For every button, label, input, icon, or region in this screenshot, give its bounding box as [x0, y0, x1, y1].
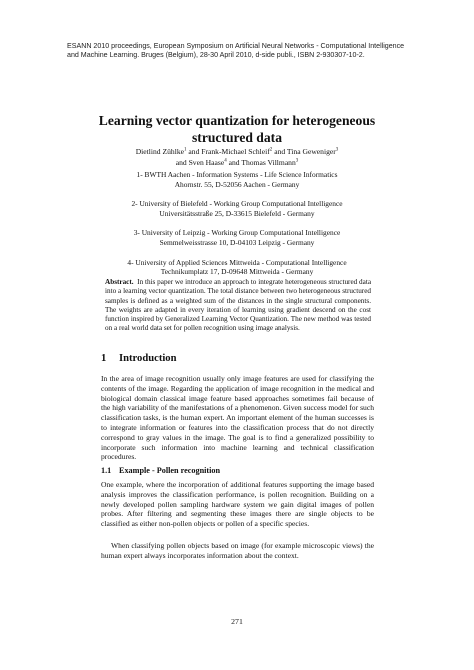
- author-name: and Frank-Michael Schleif: [186, 147, 270, 156]
- section-title: Introduction: [119, 353, 177, 364]
- author-line1: [60, 146, 414, 157]
- affiliation-marker: 3: [295, 158, 299, 164]
- paper-title-line2: structured data: [192, 130, 282, 145]
- affiliation-line: Technikumplatz 17, D-09648 Mittweida - Germany: [160, 267, 314, 277]
- subsection-title: Example - Pollen recognition: [119, 466, 221, 475]
- affiliation-list: [60, 170, 414, 287]
- affiliation-line: Ahornstr. 55, D-52056 Aachen - Germany: [174, 179, 300, 189]
- paper-title: [40, 112, 434, 146]
- proceedings-header-line1: ESANN 2010 proceedings, European Symposium on Artificial Neural Networks - Computational Intelligence: [67, 42, 405, 50]
- affiliation-line: 2- University of Bielefeld - Working Group Computational Intelligence: [131, 199, 343, 209]
- affiliation-marker: 1: [184, 147, 187, 153]
- affiliation-marker: 3: [335, 147, 339, 153]
- author-name: and Thomas Villmann: [226, 158, 296, 167]
- abstract-text: In this paper we introduce an approach to integrate heterogeneous structured data into a learning vector quantization. The total distance between two heterogeneous structured samples is defined as a weighted sum of the distances in the single structural components. The weights are adapted in every iteration of learning using gradient descend on the cost function inspired by Generalized Learning Vector Quantization. The new method was tested on a real world data set for pollen recognition using image analysis.: [105, 278, 372, 333]
- intro-paragraph: In the area of image recognition usually only image features are used for classifying the contents of the image. Regarding the application of image recognition in the medical and biological domain classical image feature based approaches sometimes fail because of the high variability of the manifestations of a phenomenon. Given success model for such classification tasks, is the human expert. An important element of the human successes is to integrate information or features into the classification process that do not directly correspond to gray values in the image. The goal is to find a generalized possibility to incorporate such information into machine learning and technical classification procedures.: [101, 374, 374, 462]
- affiliation-item: [60, 228, 414, 248]
- affiliation-line: Universitätsstraße 25, D-33615 Bielefeld - Germany: [159, 208, 315, 218]
- abstract-label: Abstract.: [105, 278, 134, 286]
- author-list: [60, 146, 414, 168]
- author-name: Dietlind Zühlke: [135, 147, 184, 156]
- proceedings-header-line2: and Machine Learning. Bruges (Belgium), 28-30 April 2010, d-side publi., ISBN 2-930307-10-2.: [67, 51, 365, 60]
- abstract: [105, 278, 371, 334]
- author-name: and Tina Geweniger: [272, 147, 336, 156]
- pollen-paragraph: One example, where the incorporation of additional features supporting the image based analysis improves the classification performance, is pollen recognition. Building on a newly developed pollen sampling hardware system we gain digital images of pollen probes. After filtering and segmenting these images there are single objects to be classified as either non-pollen objects or pollen of a specific species.: [101, 480, 374, 529]
- affiliation-line: 4- University of Applied Sciences Mittweida - Computational Intelligence: [127, 257, 347, 267]
- affiliation-line: 3- University of Leipzig - Working Group Computational Intelligence: [133, 228, 341, 238]
- author-name: and Sven Haase: [175, 158, 225, 167]
- affiliation-marker: 4: [224, 158, 227, 164]
- pollen-paragraph-2: When classifying pollen objects based on image (for example microscopic views) the human expert always incorporates information about the context.: [101, 541, 374, 560]
- section-heading: [101, 352, 177, 365]
- paper-title-line1: Learning vector quantization for heterogeneous: [98, 113, 376, 128]
- affiliation-item: [60, 258, 414, 278]
- subsection-heading: [101, 465, 220, 476]
- author-line2: [60, 157, 414, 168]
- subsection-number: 1.1: [101, 466, 112, 475]
- affiliation-line: Semmelweisstrasse 10, D-04103 Leipzig - Germany: [159, 238, 315, 248]
- page-number: 271: [231, 617, 243, 626]
- affiliation-line: 1- BWTH Aachen - Information Systems - Life Science Informatics: [136, 170, 338, 179]
- proceedings-header: [67, 42, 407, 61]
- section-number: 1: [101, 353, 107, 364]
- affiliation-item: [60, 170, 414, 190]
- affiliation-item: [60, 199, 414, 219]
- affiliation-marker: 2: [269, 147, 273, 153]
